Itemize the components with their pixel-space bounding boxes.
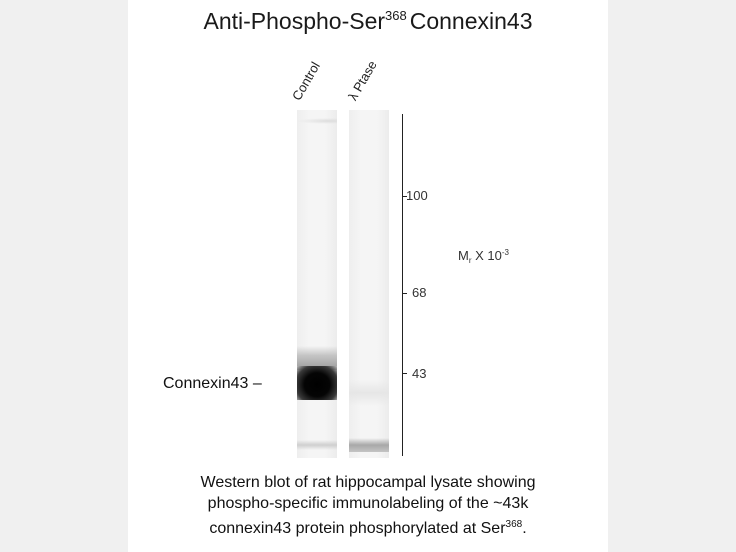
faint-band (349, 380, 389, 406)
title-suffix: Connexin43 (409, 8, 533, 34)
title-superscript: 368 (385, 8, 407, 23)
blot-lane-phosphatase (349, 110, 389, 458)
title-prefix: Anti-Phospho-Ser (203, 8, 386, 34)
lane-label-phosphatase: λ Ptase (345, 57, 380, 103)
marker-ruler (402, 114, 403, 456)
marker-label-43: 43 (412, 366, 427, 381)
molecular-weight-label: $M_r$ X $10^{-3}$ (458, 248, 509, 265)
lower-band (349, 438, 389, 452)
lower-band (297, 440, 337, 450)
marker-label-68: 68 (412, 285, 427, 300)
blot-lane-control (297, 110, 337, 458)
figure-title (0, 8, 736, 35)
marker-label-100: 100 (406, 188, 428, 203)
marker-tick (402, 373, 407, 374)
lane-label-control: Control (289, 59, 323, 103)
caption-line: connexin43 protein phosphorylated at Ser$^{368}$. (209, 519, 527, 537)
caption-line: phospho-specific immunolabeling of the ~43k (207, 495, 529, 512)
band-label-connexin43: Connexin43 – (163, 375, 262, 392)
figure-caption (128, 472, 608, 539)
caption-line: Western blot of rat hippocampal lysate showing (200, 474, 536, 491)
faint-band (297, 118, 337, 124)
marker-tick (402, 293, 407, 294)
connexin43-band (297, 366, 337, 400)
